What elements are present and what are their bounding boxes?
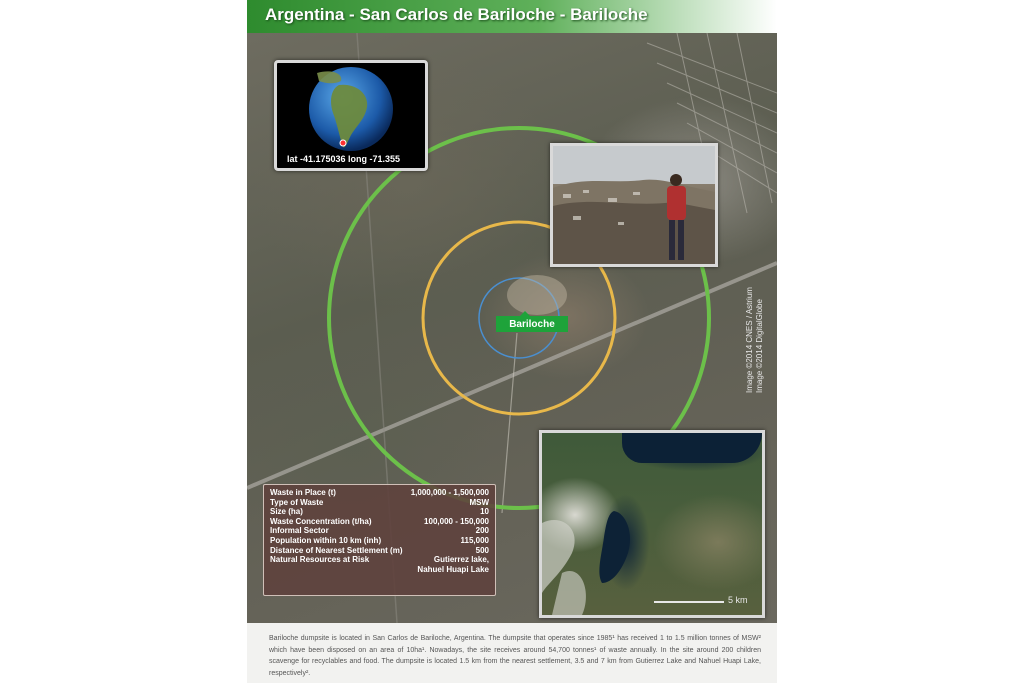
table-row: Natural Resources at Risk Gutierrez lake, [270, 555, 489, 565]
site-photo-inset [550, 143, 718, 267]
page-header [247, 0, 777, 33]
globe-graphic [277, 63, 425, 168]
credit-line-2: Image ©2014 DigitalGlobe [755, 299, 764, 393]
table-row: Type of Waste MSW [270, 497, 489, 507]
satellite-map[interactable] [247, 33, 777, 623]
table-row: Size (ha) 10 [270, 507, 489, 517]
table-row: Informal Sector 200 [270, 526, 489, 536]
site-label[interactable]: Bariloche [496, 316, 568, 332]
dumpsite-area [507, 275, 567, 315]
dumpsite-sheet [247, 0, 777, 683]
page-title: Argentina - San Carlos de Bariloche - Bariloche [265, 5, 648, 24]
globe-inset [274, 60, 428, 171]
caption-text: Bariloche dumpsite is located in San Carlos de Bariloche, Argentina. The dumpsite that operates since 1985¹ has received 1 to 1.5 million tonnes of MSW² which have been disposed on an area of 10ha¹. Nowadays, the site receives around 54,700 tonnes¹ of waste annually. In the site around 200 children scavenge for recyclables and food. The dumpsite is located 1.5 km from the nearest settlement, 3.5 and 7 km from Gutierrez Lake and Nahuel Huapi Lake, respectively². [269, 635, 761, 677]
location-marker-icon [340, 140, 346, 146]
table-row: Waste Concentration (t/ha) 100,000 - 150,000 [270, 516, 489, 526]
image-credit [745, 287, 765, 393]
credit-line-1: Image ©2014 CNES / Astrium [745, 287, 754, 393]
scale-bar-line [654, 601, 724, 603]
regional-satellite-inset [539, 430, 765, 618]
site-photo [553, 146, 715, 264]
globe-coordinates: lat -41.175036 long -71.355 [287, 154, 401, 164]
table-row: Waste in Place (t) 1,000,000 - 1,500,000 [270, 488, 489, 497]
regional-terrain [542, 433, 762, 615]
table-row: Population within 10 km (inh) 115,000 [270, 535, 489, 545]
table-row: Nahuel Huapi Lake [417, 564, 489, 574]
access-road [502, 333, 517, 513]
table-row: Distance of Nearest Settlement (m) 500 [270, 545, 489, 555]
gutierrez-lake [599, 511, 630, 583]
caption-panel [247, 623, 777, 683]
scale-bar-label: 5 km [728, 595, 748, 605]
site-info-table [263, 484, 496, 596]
